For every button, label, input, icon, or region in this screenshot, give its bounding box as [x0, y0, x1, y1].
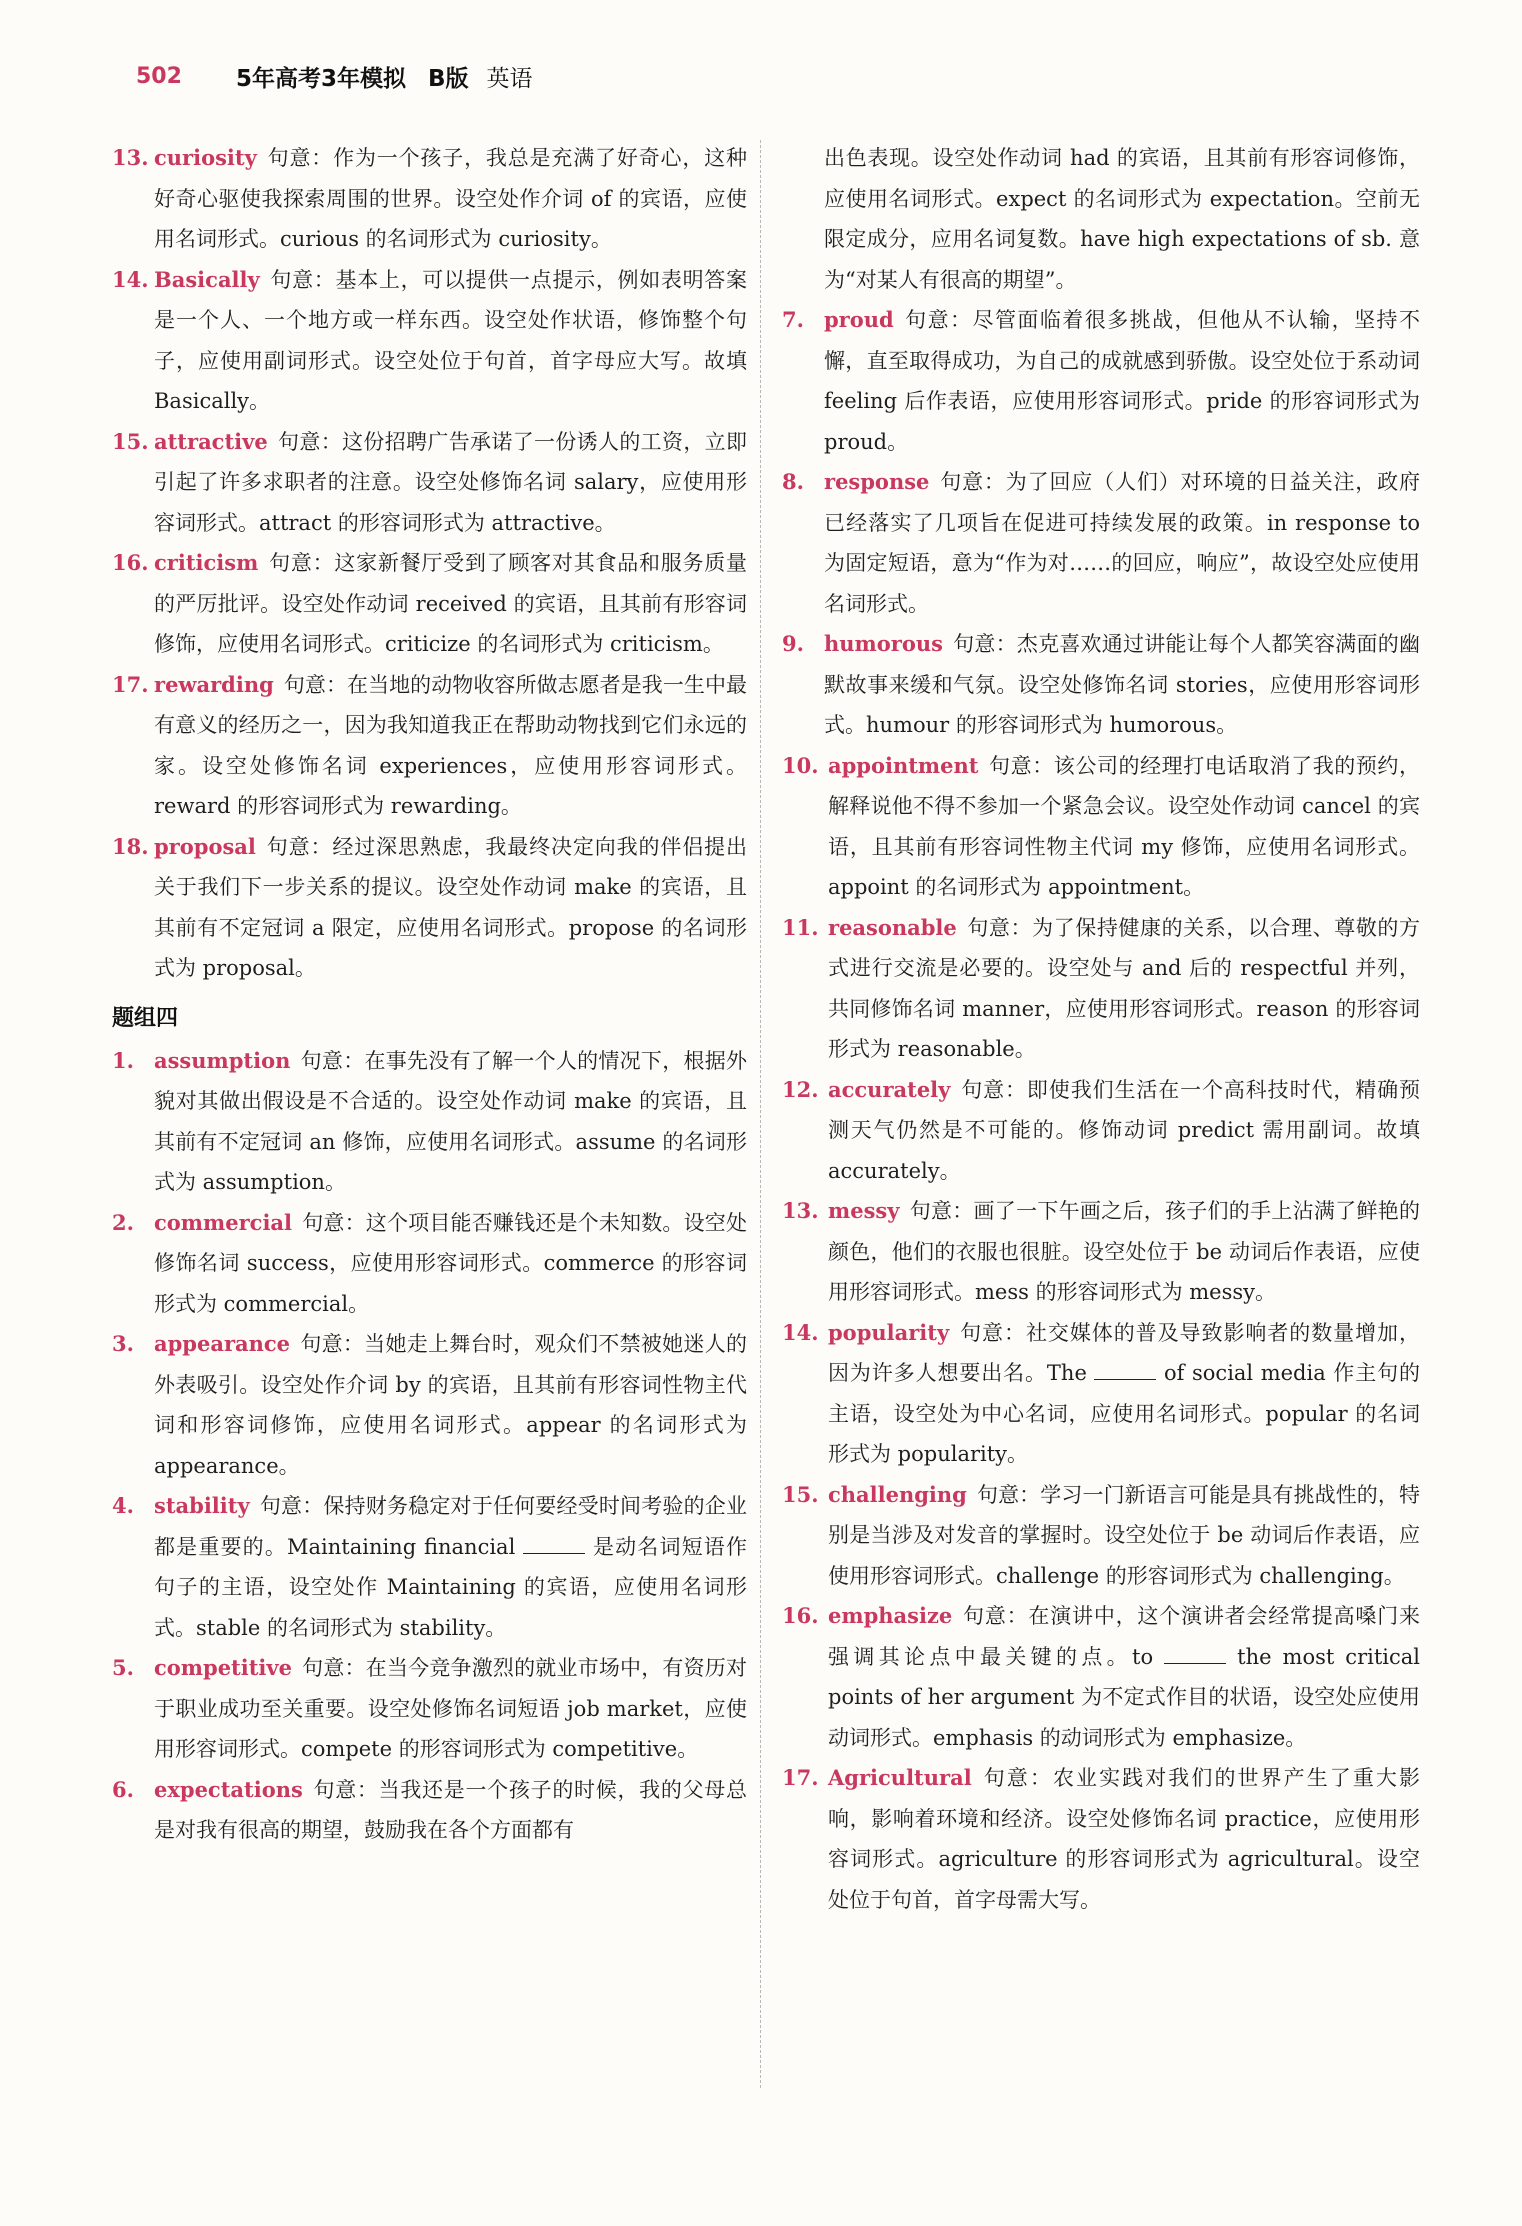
answer-entry	[782, 1070, 1420, 1192]
answer-word: attractive	[154, 428, 268, 454]
answer-entry	[782, 624, 1420, 746]
answer-entry	[112, 422, 747, 544]
answer-entry	[112, 1041, 747, 1203]
explanation-text: 句意：为了回应（人们）对环境的日益关注，政府已经落实了几项旨在促进可持续发展的政策。in response to 为固定短语，意为“作为对……的回应，响应”，故设空处应使用名词形式。	[824, 470, 1420, 616]
entry-number: 15.	[782, 1481, 819, 1507]
explanation-text: 句意：即使我们生活在一个高科技时代，精确预测天气仍然是不可能的。修饰动词 predict 需用副词。故填 accurately。	[828, 1077, 1420, 1183]
explanation-text: 句意：这个项目能否赚钱还是个未知数。设空处修饰名词 success，应使用形容词形式。commerce 的形容词形式为 commercial。	[154, 1210, 747, 1316]
entry-number: 3.	[112, 1331, 134, 1356]
answer-entry	[782, 1596, 1420, 1758]
entry-number: 6.	[112, 1776, 134, 1802]
answer-word: emphasize	[828, 1603, 953, 1628]
entry-number: 11.	[782, 914, 819, 940]
answer-word: Basically	[154, 266, 260, 292]
answer-word: appearance	[154, 1331, 291, 1356]
explanation-text: 出色表现。设空处作动词 had 的宾语，且其前有形容词修饰，应使用名词形式。expect 的名词形式为 expectation。空前无限定成分，应用名词复数。have high expectations of sb. 意为“对某人有很高的期望”。	[824, 146, 1420, 292]
answer-word: expectations	[154, 1776, 303, 1802]
explanation-text: 句意：为了保持健康的关系，以合理、尊敬的方式进行交流是必要的。设空处与 and 后的 respectful 并列，共同修饰名词 manner，应使用形容词形式。reason 的形容词形式为 reasonable。	[828, 915, 1420, 1061]
entry-number: 17.	[782, 1765, 819, 1790]
explanation-text: 句意：该公司的经理打电话取消了我的预约，解释说他不得不参加一个紧急会议。设空处作动词 cancel 的宾语，且其前有形容词性物主代词 my 修饰，应使用名词形式。appoint 的名词形式为 appointment。	[828, 753, 1420, 899]
answer-entry	[782, 908, 1420, 1070]
answer-word: proposal	[154, 833, 256, 859]
entry-number: 12.	[782, 1076, 819, 1102]
fill-blank	[1164, 1645, 1226, 1664]
entry-number: 13.	[782, 1198, 819, 1223]
explanation-text: 句意：当我还是一个孩子的时候，我的父母总是对我有很高的期望，鼓励我在各个方面都有	[154, 1777, 747, 1842]
explanation-text: 句意：尽管面临着很多挑战，但他从不认输，坚持不懈，直至取得成功，为自己的成就感到骄傲。设空处位于系动词 feeling 后作表语，应使用形容词形式。pride 的形容词形式为 proud。	[824, 308, 1420, 454]
page-number: 502	[136, 63, 182, 89]
explanation-text: the most critical points of her argument 为不定式作目的状语，设空处应使用动词形式。emphasis 的动词形式为 emphasize。	[828, 1644, 1420, 1750]
fill-blank	[523, 1535, 585, 1554]
left-column	[112, 138, 747, 1851]
explanation-text: 句意：在当地的动物收容所做志愿者是我一生中最有意义的经历之一，因为我知道我正在帮助动物找到它们永远的家。设空处修饰名词 experiences，应使用形容词形式。reward 的形容词形式为 rewarding。	[154, 672, 747, 818]
answer-word: Agricultural	[828, 1765, 972, 1790]
explanation-text: 句意：在事先没有了解一个人的情况下，根据外貌对其做出假设是不合适的。设空处作动词 make 的宾语，且其前有不定冠词 an 修饰，应使用名词形式。assume 的名词形式为 assumption。	[154, 1048, 747, 1194]
edition-label: B版	[427, 65, 469, 92]
answer-entry	[782, 1313, 1420, 1475]
answer-entry	[112, 1648, 747, 1770]
entry-number: 4.	[112, 1493, 134, 1518]
explanation-text: 句意：经过深思熟虑，我最终决定向我的伴侣提出关于我们下一步关系的提议。设空处作动词 make 的宾语，且其前有不定冠词 a 限定，应使用名词形式。propose 的名词形式为 proposal。	[154, 834, 747, 980]
explanation-text: 句意：杰克喜欢通过讲能让每个人都笑容满面的幽默故事来缓和气氛。设空处修饰名词 stories，应使用形容词形式。humour 的形容词形式为 humorous。	[824, 632, 1420, 737]
answer-word: competitive	[154, 1655, 292, 1680]
answer-entry	[112, 1203, 747, 1325]
book-title: 5年高考3年模拟	[235, 65, 406, 92]
answer-word: reasonable	[828, 914, 957, 940]
entry-number: 10.	[782, 752, 819, 778]
answer-entry	[782, 746, 1420, 908]
answer-entry	[112, 138, 747, 260]
answer-entry	[782, 462, 1420, 624]
answer-entry	[112, 260, 747, 422]
entry-number: 15.	[112, 428, 149, 454]
answer-entry	[782, 1191, 1420, 1313]
entry-number: 13.	[112, 145, 149, 170]
answer-word: challenging	[828, 1481, 967, 1507]
explanation-text: 句意：保持财务稳定对于任何要经受时间考验的企业都是重要的。Maintaining financial	[154, 1494, 747, 1559]
entry-number: 17.	[112, 671, 149, 697]
continued-text	[782, 138, 1420, 300]
entry-number: 5.	[112, 1655, 134, 1680]
answer-word: humorous	[824, 631, 943, 656]
explanation-text: 句意：在当今竞争激烈的就业市场中，有资历对于职业成功至关重要。设空处修饰名词短语 job market，应使用形容词形式。compete 的形容词形式为 competitive。	[154, 1656, 747, 1761]
answer-entry	[112, 1486, 747, 1648]
group-title: 题组四	[112, 1005, 179, 1031]
answer-word: criticism	[154, 550, 259, 575]
answer-entry	[112, 1770, 747, 1851]
entry-number: 14.	[112, 266, 149, 292]
right-column	[782, 138, 1420, 1920]
explanation-text: 句意：学习一门新语言可能是具有挑战性的，特别是当涉及对发音的掌握时。设空处位于 be 动词后作表语，应使用形容词形式。challenge 的形容词形式为 challenging。	[828, 1482, 1420, 1588]
answer-word: curiosity	[154, 145, 257, 170]
answer-word: stability	[154, 1493, 250, 1518]
entry-number: 1.	[112, 1047, 134, 1073]
entry-number: 18.	[112, 833, 149, 859]
answer-entry	[112, 665, 747, 827]
answer-word: appointment	[828, 752, 979, 778]
entry-number: 16.	[112, 550, 149, 575]
answer-word: proud	[824, 307, 894, 332]
fill-blank	[1094, 1361, 1156, 1380]
entry-number: 9.	[782, 631, 804, 656]
explanation-text: 句意：农业实践对我们的世界产生了重大影响，影响着环境和经济。设空处修饰名词 practice，应使用形容词形式。agriculture 的形容词形式为 agricultural。设空处位于句首，首字母需大写。	[828, 1766, 1420, 1912]
explanation-text: 句意：画了一下午画之后，孩子们的手上沾满了鲜艳的颜色，他们的衣服也很脏。设空处位于 be 动词后作表语，应使用形容词形式。mess 的形容词形式为 messy。	[828, 1199, 1420, 1304]
explanation-text: 句意：当她走上舞台时，观众们不禁被她迷人的外表吸引。设空处作介词 by 的宾语，且其前有形容词性物主代词和形容词修饰，应使用名词形式。appear 的名词形式为 appearance。	[154, 1332, 747, 1478]
explanation-text: 句意：基本上，可以提供一点提示，例如表明答案是一个人、一个地方或一样东西。设空处作状语，修饰整个句子，应使用副词形式。设空处位于句首，首字母应大写。故填 Basically。	[154, 267, 747, 413]
column-divider	[760, 140, 761, 2088]
answer-entry	[782, 1475, 1420, 1597]
explanation-text: of social media 作主句的主语，设空处为中心名词，应使用名词形式。popular 的名词形式为 popularity。	[828, 1361, 1420, 1466]
answer-entry	[782, 300, 1420, 462]
answer-entry	[112, 543, 747, 665]
answer-word: rewarding	[154, 671, 274, 697]
answer-word: popularity	[828, 1319, 950, 1345]
entry-number: 16.	[782, 1603, 819, 1628]
explanation-text: 句意：社交媒体的普及导致影响者的数量增加，因为许多人想要出名。The	[828, 1320, 1420, 1385]
answer-word: messy	[828, 1198, 900, 1223]
page-header	[136, 52, 532, 100]
subject-label: 英语	[486, 65, 533, 92]
answer-word: accurately	[828, 1076, 951, 1102]
answer-entry	[112, 827, 747, 989]
answer-word: assumption	[154, 1047, 291, 1073]
explanation-text: 句意：这家新餐厅受到了顾客对其食品和服务质量的严厉批评。设空处作动词 received 的宾语，且其前有形容词修饰，应使用名词形式。criticize 的名词形式为 criticism。	[154, 551, 747, 656]
explanation-text: 句意：在演讲中，这个演讲者会经常提高嗓门来强调其论点中最关键的点。to	[828, 1604, 1420, 1669]
entry-number: 2.	[112, 1209, 134, 1235]
explanation-text: 句意：作为一个孩子，我总是充满了好奇心，这种好奇心驱使我探索周围的世界。设空处作介词 of 的宾语，应使用名词形式。curious 的名词形式为 curiosity。	[154, 146, 747, 251]
answer-entry	[782, 1758, 1420, 1920]
entry-number: 7.	[782, 307, 804, 332]
explanation-text: 句意：这份招聘广告承诺了一份诱人的工资，立即引起了许多求职者的注意。设空处修饰名词 salary，应使用形容词形式。attract 的形容词形式为 attractive。	[154, 429, 747, 535]
explanation-text: 是动名词短语作句子的主语，设空处作 Maintaining 的宾语，应使用名词形式。stable 的名词形式为 stability。	[154, 1534, 747, 1640]
answer-entry	[112, 1324, 747, 1486]
entry-number: 8.	[782, 469, 804, 494]
answer-word: commercial	[154, 1209, 293, 1235]
answer-word: response	[824, 469, 930, 494]
entry-number: 14.	[782, 1319, 819, 1345]
